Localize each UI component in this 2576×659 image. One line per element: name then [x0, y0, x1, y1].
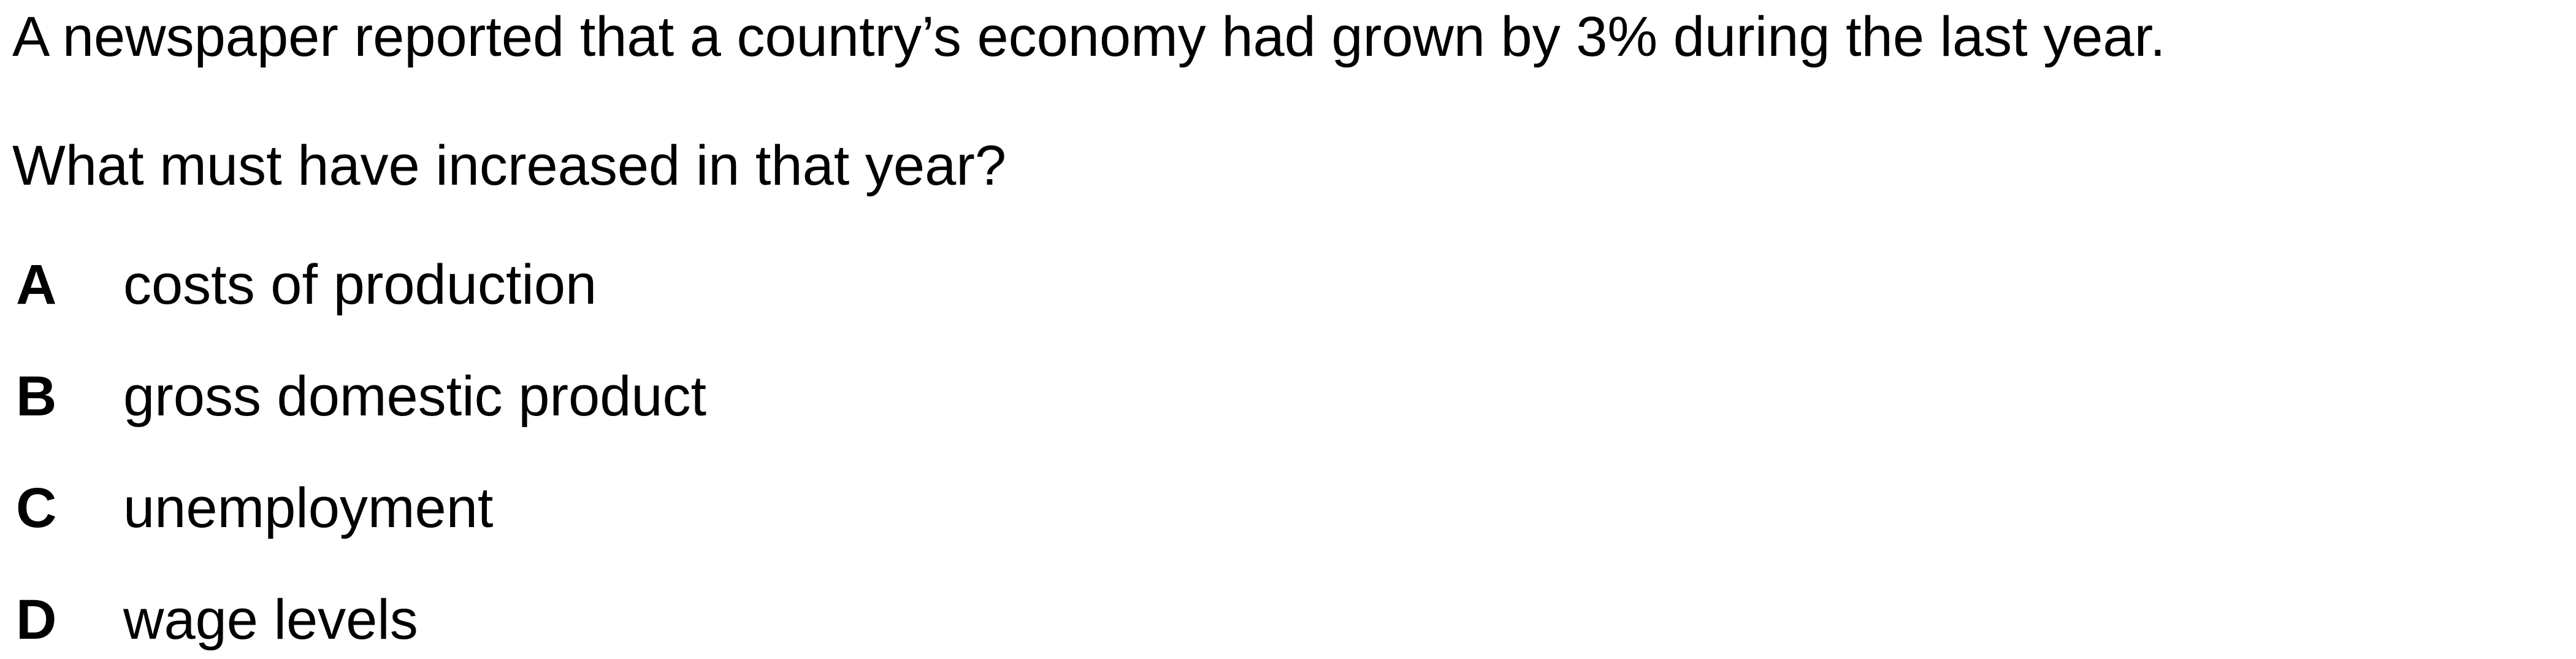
answer-option-c[interactable]	[12, 477, 1116, 547]
option-letter: C	[16, 477, 57, 539]
answer-option-a[interactable]	[12, 253, 1116, 324]
option-text: unemployment	[123, 477, 494, 539]
option-letter: D	[16, 588, 57, 651]
option-text: costs of production	[123, 253, 597, 316]
option-text: gross domestic product	[123, 365, 707, 428]
answer-option-d[interactable]	[12, 588, 1116, 659]
question-stem-statement: A newspaper reported that a country’s economy had grown by 3% during the last year.	[12, 6, 2166, 68]
question-stem-prompt: What must have increased in that year?	[12, 134, 1007, 197]
option-letter: A	[16, 253, 57, 316]
option-letter: B	[16, 365, 57, 428]
answer-option-b[interactable]	[12, 365, 1116, 436]
option-text: wage levels	[123, 588, 418, 651]
